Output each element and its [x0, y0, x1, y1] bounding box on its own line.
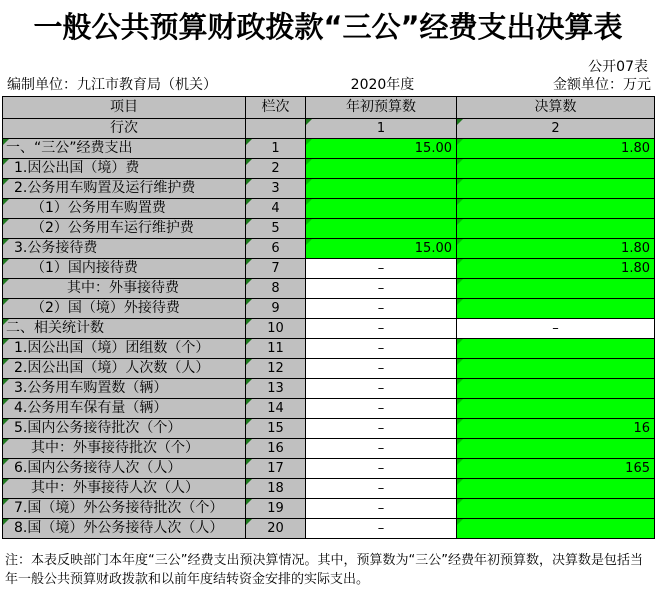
- final-cell: [457, 359, 655, 379]
- prepared-by-label: 编制单位：九江市教育局（机关）: [7, 77, 217, 93]
- rownum-cell: 13: [246, 379, 306, 399]
- rownum-cell: 1: [246, 139, 306, 159]
- item-cell: 8.国（境）外公务接待人次（人）: [3, 519, 246, 539]
- rownum-cell: 9: [246, 299, 306, 319]
- table-row: [3, 179, 655, 199]
- item-cell: （2）国（境）外接待费: [3, 299, 246, 319]
- rownum-cell: 11: [246, 339, 306, 359]
- rownum-cell: 8: [246, 279, 306, 299]
- table-row: [3, 239, 655, 259]
- budget-cell: [306, 199, 457, 219]
- rownum-cell: 6: [246, 239, 306, 259]
- item-cell: 5.国内公务接待批次（个）: [3, 419, 246, 439]
- item-cell: （2）公务用车运行维护费: [3, 219, 246, 239]
- table-row: [3, 159, 655, 179]
- final-cell: 16: [457, 419, 655, 439]
- item-cell: （1）公务用车购置费: [3, 199, 246, 219]
- rownum-cell: 14: [246, 399, 306, 419]
- final-cell: [457, 479, 655, 499]
- budget-cell: –: [306, 399, 457, 419]
- amount-unit-label: 金额单位：万元: [553, 77, 651, 93]
- rownum-cell: 4: [246, 199, 306, 219]
- rownum-cell: 17: [246, 459, 306, 479]
- budget-cell: –: [306, 479, 457, 499]
- budget-cell: –: [306, 459, 457, 479]
- table-row: [3, 259, 655, 279]
- page-title: 一般公共预算财政拨款“三公”经费支出决算表: [33, 10, 623, 44]
- budget-cell: [306, 219, 457, 239]
- final-cell: [457, 199, 655, 219]
- table-row: [3, 339, 655, 359]
- meta-row: [0, 74, 656, 94]
- budget-cell: –: [306, 419, 457, 439]
- item-cell: 7.国（境）外公务接待批次（个）: [3, 499, 246, 519]
- rownum-cell: 12: [246, 359, 306, 379]
- item-cell: 3.公务接待费: [3, 239, 246, 259]
- final-cell: 165: [457, 459, 655, 479]
- item-cell: 一、“三公”经费支出: [3, 139, 246, 159]
- final-cell: 1.80: [457, 239, 655, 259]
- item-cell: 2.公务用车购置及运行维护费: [3, 179, 246, 199]
- final-cell: [457, 159, 655, 179]
- budget-cell: –: [306, 259, 457, 279]
- rownum-cell: 20: [246, 519, 306, 539]
- final-cell: [457, 379, 655, 399]
- budget-cell: –: [306, 499, 457, 519]
- fiscal-year-label: 2020年度: [350, 77, 415, 93]
- item-cell: 其中：外事接待人次（人）: [3, 479, 246, 499]
- budget-cell: 15.00: [306, 239, 457, 259]
- table-row: [3, 479, 655, 499]
- final-cell: [457, 299, 655, 319]
- budget-cell: –: [306, 299, 457, 319]
- rownum-cell: 5: [246, 219, 306, 239]
- final-cell: [457, 499, 655, 519]
- table-row: [3, 419, 655, 439]
- header-lane: 栏次: [246, 97, 306, 119]
- rownum-cell: 2: [246, 159, 306, 179]
- table-row: [3, 359, 655, 379]
- final-cell: [457, 519, 655, 539]
- rownum-cell: 15: [246, 419, 306, 439]
- table-body: [3, 139, 655, 539]
- budget-cell: –: [306, 379, 457, 399]
- budget-cell: –: [306, 359, 457, 379]
- rowindex-row: [3, 119, 655, 139]
- final-cell: [457, 279, 655, 299]
- table-row: [3, 459, 655, 479]
- table-row: [3, 399, 655, 419]
- note-text: 注：本表反映部门本年度“三公”经费支出预决算情况。其中，预算数为“三公”经费年初预算数，决算数是包括当年一般公共预算财政拨款和以前年度结转资金安排的实际支出。: [5, 553, 643, 587]
- final-cell: [457, 439, 655, 459]
- budget-cell: [306, 159, 457, 179]
- rownum-cell: 19: [246, 499, 306, 519]
- table-row: [3, 519, 655, 539]
- item-cell: 2.因公出国（境）人次数（人）: [3, 359, 246, 379]
- table-row: [3, 299, 655, 319]
- budget-cell: [306, 179, 457, 199]
- rowindex-lane-cell: [246, 119, 306, 139]
- budget-cell: –: [306, 319, 457, 339]
- item-cell: 3.公务用车购置数（辆）: [3, 379, 246, 399]
- table-row: [3, 319, 655, 339]
- table-code: 公开07表: [588, 59, 648, 75]
- header-final: 决算数: [457, 97, 655, 119]
- table-row: [3, 279, 655, 299]
- budget-cell: –: [306, 519, 457, 539]
- final-cell: [457, 179, 655, 199]
- rownum-cell: 16: [246, 439, 306, 459]
- budget-cell: 15.00: [306, 139, 457, 159]
- rownum-cell: 18: [246, 479, 306, 499]
- item-cell: 4.公务用车保有量（辆）: [3, 399, 246, 419]
- header-item: 项目: [3, 97, 246, 119]
- item-cell: （1）国内接待费: [3, 259, 246, 279]
- item-cell: 其中：外事接待费: [3, 279, 246, 299]
- final-cell: [457, 339, 655, 359]
- budget-colnum-cell: 1: [306, 119, 457, 139]
- header-budget: 年初预算数: [306, 97, 457, 119]
- rownum-cell: 7: [246, 259, 306, 279]
- rowindex-label-cell: 行次: [3, 119, 246, 139]
- rownum-cell: 3: [246, 179, 306, 199]
- budget-cell: –: [306, 279, 457, 299]
- final-cell: [457, 399, 655, 419]
- table-row: [3, 139, 655, 159]
- final-cell: [457, 219, 655, 239]
- budget-cell: –: [306, 439, 457, 459]
- final-cell: 1.80: [457, 139, 655, 159]
- table-header-row: [3, 97, 655, 119]
- final-cell: –: [457, 319, 655, 339]
- table-row: [3, 219, 655, 239]
- table-row: [3, 379, 655, 399]
- item-cell: 6.国内公务接待人次（人）: [3, 459, 246, 479]
- table-row: [3, 199, 655, 219]
- budget-cell: –: [306, 339, 457, 359]
- item-cell: 二、相关统计数: [3, 319, 246, 339]
- final-cell: 1.80: [457, 259, 655, 279]
- item-cell: 1.因公出国（境）团组数（个）: [3, 339, 246, 359]
- item-cell: 1.因公出国（境）费: [3, 159, 246, 179]
- table-row: [3, 499, 655, 519]
- rownum-cell: 10: [246, 319, 306, 339]
- item-cell: 其中：外事接待批次（个）: [3, 439, 246, 459]
- final-colnum-cell: 2: [457, 119, 655, 139]
- table-row: [3, 439, 655, 459]
- budget-table: [2, 96, 655, 539]
